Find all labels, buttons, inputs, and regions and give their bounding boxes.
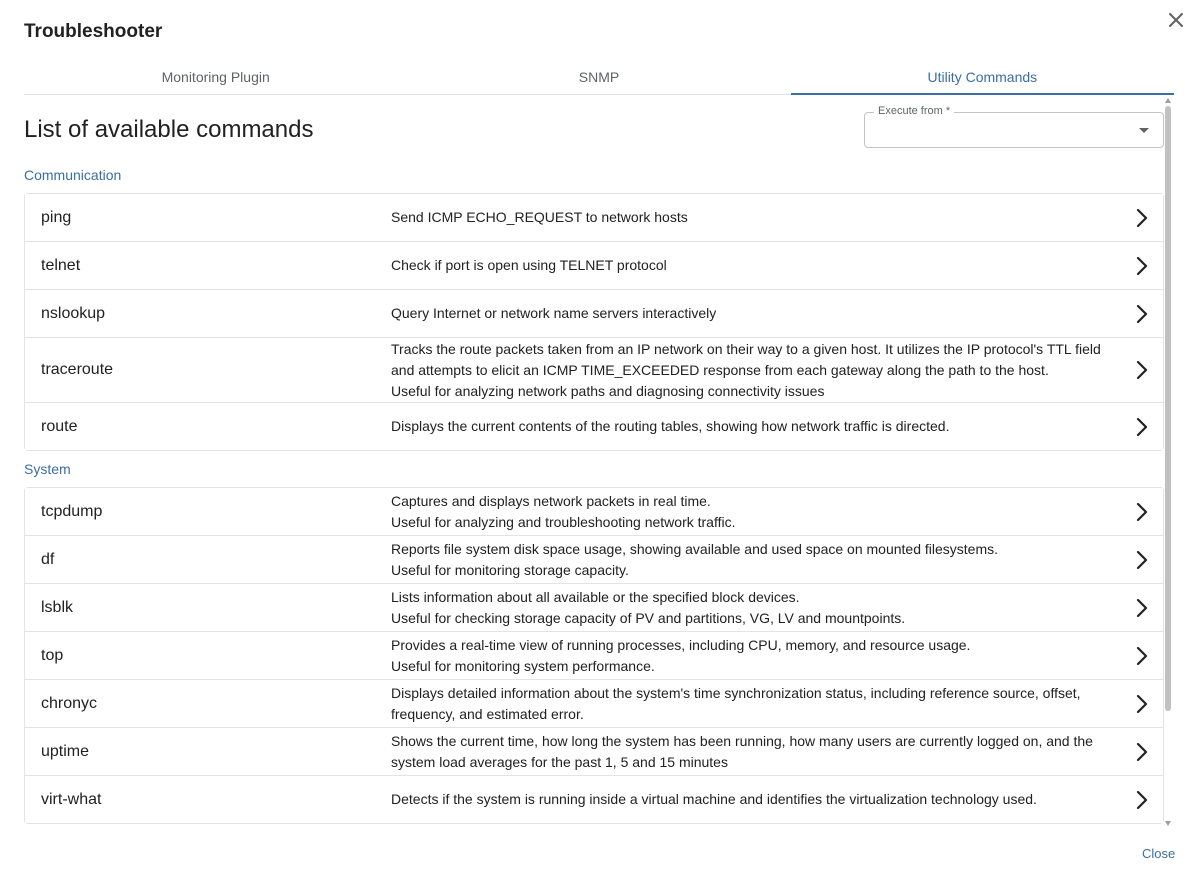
scroll-down-arrow-icon[interactable] [1165, 821, 1171, 826]
chevron-right-icon[interactable] [1121, 358, 1163, 382]
chevron-right-icon[interactable] [1121, 254, 1163, 278]
close-button[interactable]: Close [1142, 846, 1176, 861]
chevron-down-icon [1139, 128, 1149, 133]
command-description: Check if port is open using TELNET protocol [391, 257, 667, 273]
tab-snmp[interactable]: SNMP [578, 69, 620, 85]
command-description: Detects if the system is running inside a virtual machine and identifies the virtualization technology used. [391, 791, 1037, 807]
chevron-right-icon[interactable] [1121, 548, 1163, 572]
command-description: Displays detailed information about the system's time synchronization status, including reference source, offset, frequency, and estimated error. [391, 684, 1081, 722]
command-description: Send ICMP ECHO_REQUEST to network hosts [391, 209, 688, 225]
command-name: tcpdump [41, 502, 103, 520]
chevron-right-icon[interactable] [1121, 788, 1163, 812]
command-description: Reports file system disk space usage, showing available and used space on mounted filesystems. Useful for monitoring storage capacity. [391, 540, 998, 578]
commands-panel [24, 96, 1174, 828]
execute-from-label: Execute from * [874, 105, 954, 117]
chevron-right-icon[interactable] [1121, 206, 1163, 230]
chevron-right-icon[interactable] [1121, 740, 1163, 764]
chevron-right-icon[interactable] [1121, 596, 1163, 620]
command-row-ping[interactable] [25, 194, 1163, 242]
command-description: Provides a real-time view of running processes, including CPU, memory, and resource usage. Useful for monitoring system performance. [391, 636, 971, 674]
command-name: ping [41, 208, 72, 226]
command-description: Query Internet or network name servers interactively [391, 305, 717, 321]
scroll-up-arrow-icon[interactable] [1165, 98, 1171, 103]
tab-monitoring-plugin[interactable]: Monitoring Plugin [161, 69, 270, 85]
command-row-top[interactable] [25, 632, 1163, 680]
command-name: route [41, 417, 78, 435]
chevron-right-icon[interactable] [1121, 500, 1163, 524]
command-name: telnet [41, 256, 81, 274]
command-description: Tracks the route packets taken from an IP network on their way to a given host. It utilizes the IP protocol's TTL field and attempts to elicit an ICMP TIME_EXCEEDED response from each gateway along the path to the host. Useful for analyzing network paths and diagnosing connectivity issues [391, 340, 1101, 399]
command-row-nslookup[interactable] [25, 290, 1163, 338]
command-row-df[interactable] [25, 536, 1163, 584]
command-row-lsblk[interactable] [25, 584, 1163, 632]
command-name: traceroute [41, 361, 114, 378]
tab-utility-commands[interactable]: Utility Commands [791, 64, 1174, 94]
chevron-right-icon[interactable] [1121, 692, 1163, 716]
page-title: List of available commands [24, 116, 314, 143]
group-title-1: System [24, 461, 71, 477]
close-icon[interactable] [1164, 8, 1188, 32]
scrollbar[interactable] [1163, 96, 1173, 828]
group-title-0: Communication [24, 167, 122, 183]
command-description: Lists information about all available or the specified block devices. Useful for checking storage capacity of PV and partitions, VG, LV and mountpoints. [391, 588, 906, 626]
command-description: Captures and displays network packets in real time. Useful for analyzing and troubleshooting network traffic. [391, 492, 736, 530]
command-name: df [41, 550, 55, 568]
command-list [24, 193, 1164, 451]
command-description: Displays the current contents of the routing tables, showing how network traffic is directed. [391, 418, 950, 434]
command-description: Shows the current time, how long the system has been running, how many users are currently logged on, and the system load averages for the past 1, 5 and 15 minutes [391, 732, 1093, 770]
command-row-chronyc[interactable] [25, 680, 1163, 728]
command-name: chronyc [41, 694, 98, 712]
tab-bar [24, 64, 1174, 95]
scrollbar-thumb[interactable] [1165, 106, 1171, 711]
command-row-telnet[interactable] [25, 242, 1163, 290]
chevron-right-icon[interactable] [1121, 302, 1163, 326]
command-row-route[interactable] [25, 403, 1163, 450]
command-name: virt-what [41, 790, 102, 808]
command-name: uptime [41, 742, 90, 760]
chevron-right-icon[interactable] [1121, 415, 1163, 439]
command-row-uptime[interactable] [25, 728, 1163, 776]
command-name: lsblk [41, 598, 74, 616]
command-row-virt-what[interactable] [25, 776, 1163, 823]
command-row-tcpdump[interactable] [25, 488, 1163, 536]
command-list [24, 487, 1164, 824]
command-name: nslookup [41, 304, 106, 322]
command-name: top [41, 646, 64, 664]
dialog-title: Troubleshooter [24, 21, 163, 42]
chevron-right-icon[interactable] [1121, 644, 1163, 668]
execute-from-select[interactable] [864, 105, 1164, 148]
command-row-traceroute[interactable] [25, 338, 1163, 403]
